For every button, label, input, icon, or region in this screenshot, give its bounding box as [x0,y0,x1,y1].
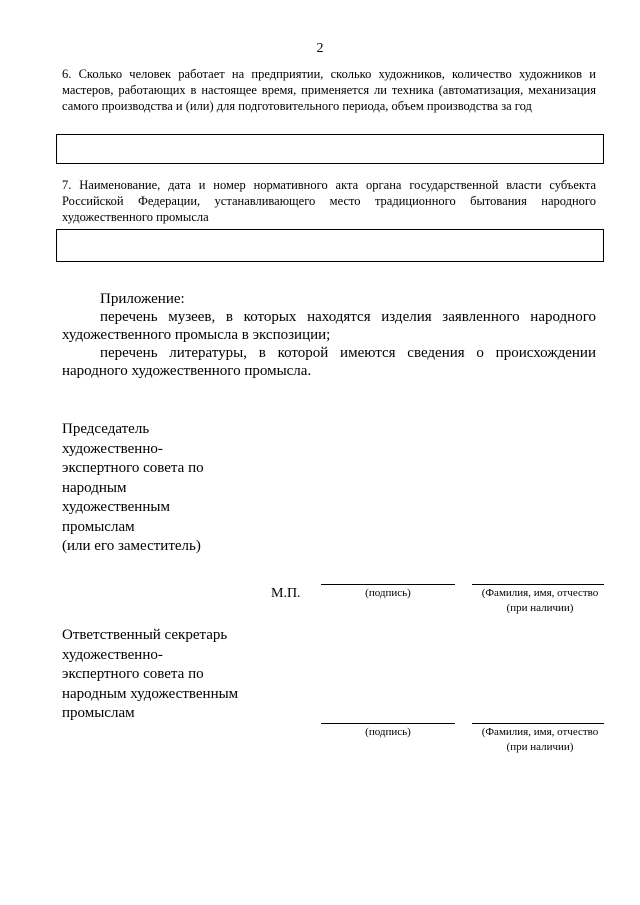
appendix-title: Приложение: [100,291,185,307]
chairman-title [62,420,204,557]
appendix-item-museums: перечень музеев, в которых находятся изделия заявленного народного художественного промысла в экспозиции; [62,309,596,343]
name-caption-line: (при наличии) [506,602,574,614]
chairman-line: (или его заместитель) [62,538,201,554]
secretary-line: художественно- [62,646,163,663]
question-6-answer-field[interactable] [56,134,604,164]
chairman-line: Председатель [62,421,150,437]
chairman-signature-caption: (подпись) [365,587,411,599]
question-7-answer-field[interactable] [56,229,604,262]
chairman-signature-line[interactable] [321,584,455,585]
page-number: 2 [316,41,324,56]
appendix-section [62,290,596,380]
name-caption-line: (при наличии) [506,741,574,753]
appendix-item-literature: перечень литературы, в которой имеются сведения о происхождении народного художественного промысла. [62,345,596,379]
secretary-name-line[interactable] [472,723,604,724]
name-caption-line: (Фамилия, имя, отчество [481,587,599,599]
secretary-name-caption [465,725,615,755]
secretary-line: Ответственный секретарь [62,627,228,643]
stamp-place-label: М.П. [271,586,301,601]
chairman-line: художественным [62,499,170,515]
chairman-line: народным [62,479,127,496]
secretary-line: народным художественным [62,685,239,702]
chairman-name-line[interactable] [472,584,604,585]
secretary-title [62,626,238,724]
secretary-line: промыслам [62,705,135,721]
question-7-text: 7. Наименование, дата и номер нормативного акта органа государственной власти субъекта Российской Федерации, устанавливающего место традиционного бытования народного художественного промысла [62,178,596,224]
secretary-signature-caption: (подпись) [365,726,411,738]
question-6-text: 6. Сколько человек работает на предприятии, сколько художников, количество художников и мастеров, работающих в настоящее время, применяется ли техника (автоматизация, механизация самого производства и (или) для подготовительного периода, объем производства за год [62,67,596,113]
chairman-line: художественно- [62,440,163,457]
secretary-line: экспертного совета по [62,666,204,682]
name-caption-line: (Фамилия, имя, отчество [481,726,599,738]
secretary-signature-line[interactable] [321,723,455,724]
chairman-line: промыслам [62,518,135,535]
chairman-name-caption [465,586,615,616]
chairman-line: экспертного совета по [62,460,204,476]
